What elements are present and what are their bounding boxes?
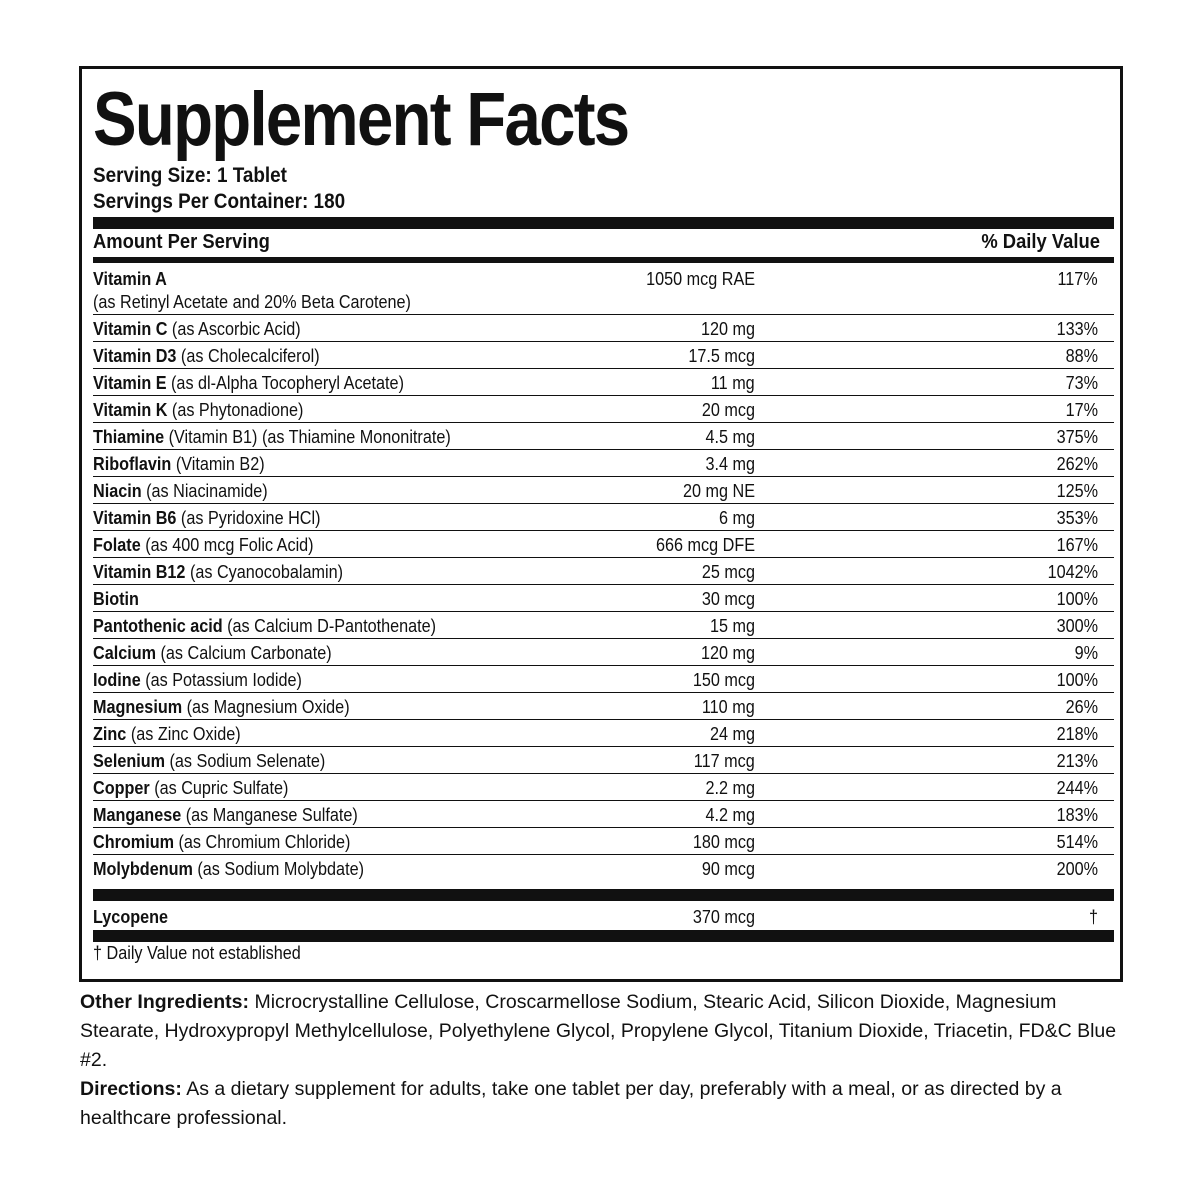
- directions-text: As a dietary supplement for adults, take one tablet per day, preferably with a meal, or as directed by a healthcare professional.: [80, 1078, 1062, 1129]
- nutrient-row: [93, 639, 1114, 666]
- nutrient-amount: 1050 mcg RAE: [646, 269, 755, 289]
- nutrient-amount: 4.2 mg: [705, 805, 755, 825]
- nutrient-amount: 150 mcg: [692, 670, 755, 690]
- nutrient-name: [93, 397, 303, 423]
- nutrient-name: [93, 559, 343, 585]
- nutrient-daily-value: 218%: [1056, 724, 1098, 744]
- thick-divider-2: [93, 889, 1114, 901]
- nutrient-daily-value: 244%: [1056, 778, 1098, 798]
- nutrient-name: [93, 904, 168, 930]
- nutrient-label: Copper: [93, 778, 150, 798]
- nutrient-name: [93, 424, 451, 450]
- nutrient-source: (as Niacinamide): [141, 481, 268, 501]
- nutrient-row: [93, 747, 1114, 774]
- thick-divider: [93, 217, 1114, 229]
- nutrient-name: [93, 478, 268, 504]
- nutrient-amount: 15 mg: [709, 616, 755, 636]
- nutrient-source: (as Magnesium Oxide): [182, 697, 350, 717]
- nutrient-label: Niacin: [93, 481, 142, 501]
- other-ingredients: [80, 988, 1120, 1075]
- nutrient-source: (as Manganese Sulfate): [181, 805, 358, 825]
- nutrient-daily-value: 375%: [1056, 427, 1098, 447]
- nutrient-row: [93, 801, 1114, 828]
- nutrient-amount: 90 mcg: [701, 859, 755, 879]
- other-ingredients-text: Microcrystalline Cellulose, Croscarmellose Sodium, Stearic Acid, Silicon Dioxide, Magnesium Stearate, Hydroxypropyl Methylcellulose, Polyethylene Glycol, Propylene Glycol, Titanium Dioxide, Triacetin, FD&C Blue #2.: [80, 991, 1117, 1071]
- nutrient-name: [93, 748, 325, 774]
- nutrient-label: Thiamine: [93, 427, 165, 447]
- nutrient-amount: 4.5 mg: [705, 427, 755, 447]
- nutrient-label: Vitamin B6: [93, 508, 177, 528]
- nutrient-label: Magnesium: [93, 697, 183, 717]
- nutrient-label: Vitamin B12: [93, 562, 186, 582]
- nutrient-label: Biotin: [93, 589, 139, 609]
- nutrient-amount: 20 mcg: [701, 400, 755, 420]
- nutrient-source: (as Pyridoxine HCl): [176, 508, 321, 528]
- serving-size: Serving Size: 1 Tablet: [93, 164, 287, 187]
- nutrient-source: (as dl-Alpha Tocopheryl Acetate): [166, 373, 404, 393]
- nutrient-row: [93, 774, 1114, 801]
- nutrient-daily-value: 1042%: [1047, 562, 1098, 582]
- nutrient-label: Manganese: [93, 805, 182, 825]
- nutrient-amount: 666 mcg DFE: [655, 535, 755, 555]
- nutrient-daily-value: 26%: [1065, 697, 1098, 717]
- nutrient-source: (as Cupric Sulfate): [149, 778, 289, 798]
- thick-divider-3: [93, 930, 1114, 942]
- nutrient-label: Iodine: [93, 670, 141, 690]
- daily-value-header: % Daily Value: [981, 231, 1100, 253]
- nutrient-row: [93, 531, 1114, 558]
- directions-label: Directions:: [80, 1078, 182, 1100]
- nutrient-daily-value: 167%: [1056, 535, 1098, 555]
- nutrient-amount: 3.4 mg: [705, 454, 755, 474]
- nutrient-daily-value: 100%: [1056, 589, 1098, 609]
- nutrient-amount: 20 mg NE: [682, 481, 755, 501]
- nutrient-name: [93, 451, 265, 477]
- nutrient-name: [93, 721, 241, 747]
- nutrient-name: [93, 829, 350, 855]
- nutrient-name: [93, 343, 320, 369]
- nutrient-name: [93, 613, 436, 639]
- nutrient-amount: 2.2 mg: [705, 778, 755, 798]
- medium-divider: [93, 257, 1114, 263]
- footnote: † Daily Value not established: [93, 943, 301, 963]
- nutrient-label: Vitamin A: [93, 269, 167, 289]
- nutrient-source: (as Sodium Molybdate): [192, 859, 364, 879]
- nutrient-label: Pantothenic acid: [93, 616, 223, 636]
- nutrient-row: [93, 477, 1114, 504]
- nutrient-daily-value: 133%: [1056, 319, 1098, 339]
- nutrient-amount: 117 mcg: [694, 751, 755, 771]
- nutrient-amount: 110 mg: [702, 697, 755, 717]
- nutrient-amount: 6 mg: [718, 508, 755, 528]
- nutrient-daily-value: 353%: [1056, 508, 1098, 528]
- nutrient-name: [93, 316, 301, 342]
- nutrient-source: (as Cholecalciferol): [176, 346, 320, 366]
- nutrient-name: [93, 370, 404, 396]
- nutrient-label: Vitamin E: [93, 373, 167, 393]
- nutrient-source: (as Chromium Chloride): [174, 832, 351, 852]
- nutrient-row: [93, 666, 1114, 693]
- nutrient-daily-value: 300%: [1056, 616, 1098, 636]
- nutrient-daily-value: 514%: [1056, 832, 1098, 852]
- nutrient-name: [93, 586, 139, 612]
- column-header: [93, 231, 1114, 257]
- nutrient-source: (as Sodium Selenate): [165, 751, 326, 771]
- nutrient-name: [93, 856, 364, 882]
- nutrient-amount: 25 mcg: [701, 562, 755, 582]
- nutrient-amount: 120 mg: [700, 643, 755, 663]
- nutrient-label: Calcium: [93, 643, 157, 663]
- nutrient-row: [93, 315, 1114, 342]
- nutrient-row: [93, 693, 1114, 720]
- nutrient-daily-value: 262%: [1056, 454, 1098, 474]
- nutrient-daily-value: 100%: [1056, 670, 1098, 690]
- nutrient-daily-value: †: [1088, 907, 1098, 927]
- nutrient-daily-value: 17%: [1065, 400, 1098, 420]
- panel-title: Supplement Facts: [93, 77, 629, 162]
- nutrient-source: (as Cyanocobalamin): [185, 562, 344, 582]
- nutrient-daily-value: 213%: [1056, 751, 1098, 771]
- nutrient-daily-value: 117%: [1057, 269, 1098, 289]
- nutrient-row: [93, 558, 1114, 585]
- servings-per-container: Servings Per Container: 180: [93, 190, 346, 213]
- nutrient-label: Riboflavin: [93, 454, 172, 474]
- nutrient-amount: 120 mg: [700, 319, 755, 339]
- nutrient-name: [93, 505, 320, 531]
- nutrient-label: Chromium: [93, 832, 174, 852]
- nutrient-label: Folate: [93, 535, 141, 555]
- nutrient-name: [93, 802, 358, 828]
- nutrient-source: (Vitamin B2): [171, 454, 265, 474]
- nutrient-amount: 180 mcg: [692, 832, 755, 852]
- nutrient-source: (as Calcium Carbonate): [156, 643, 332, 663]
- nutrient-row: [93, 369, 1114, 396]
- nutrient-amount: 30 mcg: [701, 589, 755, 609]
- amount-per-serving-header: Amount Per Serving: [93, 231, 270, 253]
- nutrient-source: (as Zinc Oxide): [126, 724, 241, 744]
- nutrient-daily-value: 183%: [1056, 805, 1098, 825]
- nutrient-daily-value: 9%: [1074, 643, 1098, 663]
- nutrient-row: [93, 828, 1114, 855]
- nutrient-label: Vitamin C: [93, 319, 168, 339]
- nutrient-row: [93, 585, 1114, 612]
- nutrient-row: [93, 720, 1114, 747]
- other-nutrient-row: [93, 903, 1114, 929]
- nutrient-amount: 370 mcg: [692, 907, 755, 927]
- nutrient-daily-value: 200%: [1056, 859, 1098, 879]
- nutrient-row: [93, 855, 1114, 881]
- nutrient-name: [93, 775, 288, 801]
- nutrient-daily-value: 88%: [1065, 346, 1098, 366]
- nutrient-source: (as 400 mcg Folic Acid): [140, 535, 314, 555]
- nutrient-amount: 24 mg: [709, 724, 755, 744]
- nutrient-label: Zinc: [93, 724, 127, 744]
- nutrient-source: (as Phytonadione): [167, 400, 304, 420]
- nutrient-name: [93, 640, 332, 666]
- nutrient-label: Molybdenum: [93, 859, 193, 879]
- nutrient-row: [93, 612, 1114, 639]
- nutrient-row: [93, 450, 1114, 477]
- directions: [80, 1075, 1120, 1133]
- nutrient-amount: 11 mg: [711, 373, 755, 393]
- nutrient-label: Vitamin D3: [93, 346, 177, 366]
- nutrient-source: (as Potassium Iodide): [140, 670, 302, 690]
- nutrient-daily-value: 125%: [1056, 481, 1098, 501]
- nutrient-source: (as Ascorbic Acid): [167, 319, 301, 339]
- nutrient-source-detail: (as Retinyl Acetate and 20% Beta Carotene): [93, 292, 411, 312]
- nutrient-source: (Vitamin B1) (as Thiamine Mononitrate): [164, 427, 451, 447]
- nutrient-row: [93, 342, 1114, 369]
- nutrient-daily-value: 73%: [1065, 373, 1098, 393]
- nutrient-label: Vitamin K: [93, 400, 168, 420]
- nutrient-row: [93, 423, 1114, 450]
- supplement-facts-panel: [79, 66, 1123, 982]
- nutrient-row: [93, 265, 1114, 315]
- nutrient-name: [93, 694, 350, 720]
- nutrient-label: Selenium: [93, 751, 166, 771]
- other-ingredients-label: Other Ingredients:: [80, 991, 250, 1013]
- nutrient-row: [93, 396, 1114, 423]
- nutrient-name: [93, 667, 302, 693]
- nutrient-amount: 17.5 mcg: [688, 346, 755, 366]
- nutrient-name: [93, 532, 314, 558]
- nutrient-source: (as Calcium D-Pantothenate): [222, 616, 437, 636]
- nutrient-label: Lycopene: [93, 907, 169, 927]
- nutrient-row: [93, 504, 1114, 531]
